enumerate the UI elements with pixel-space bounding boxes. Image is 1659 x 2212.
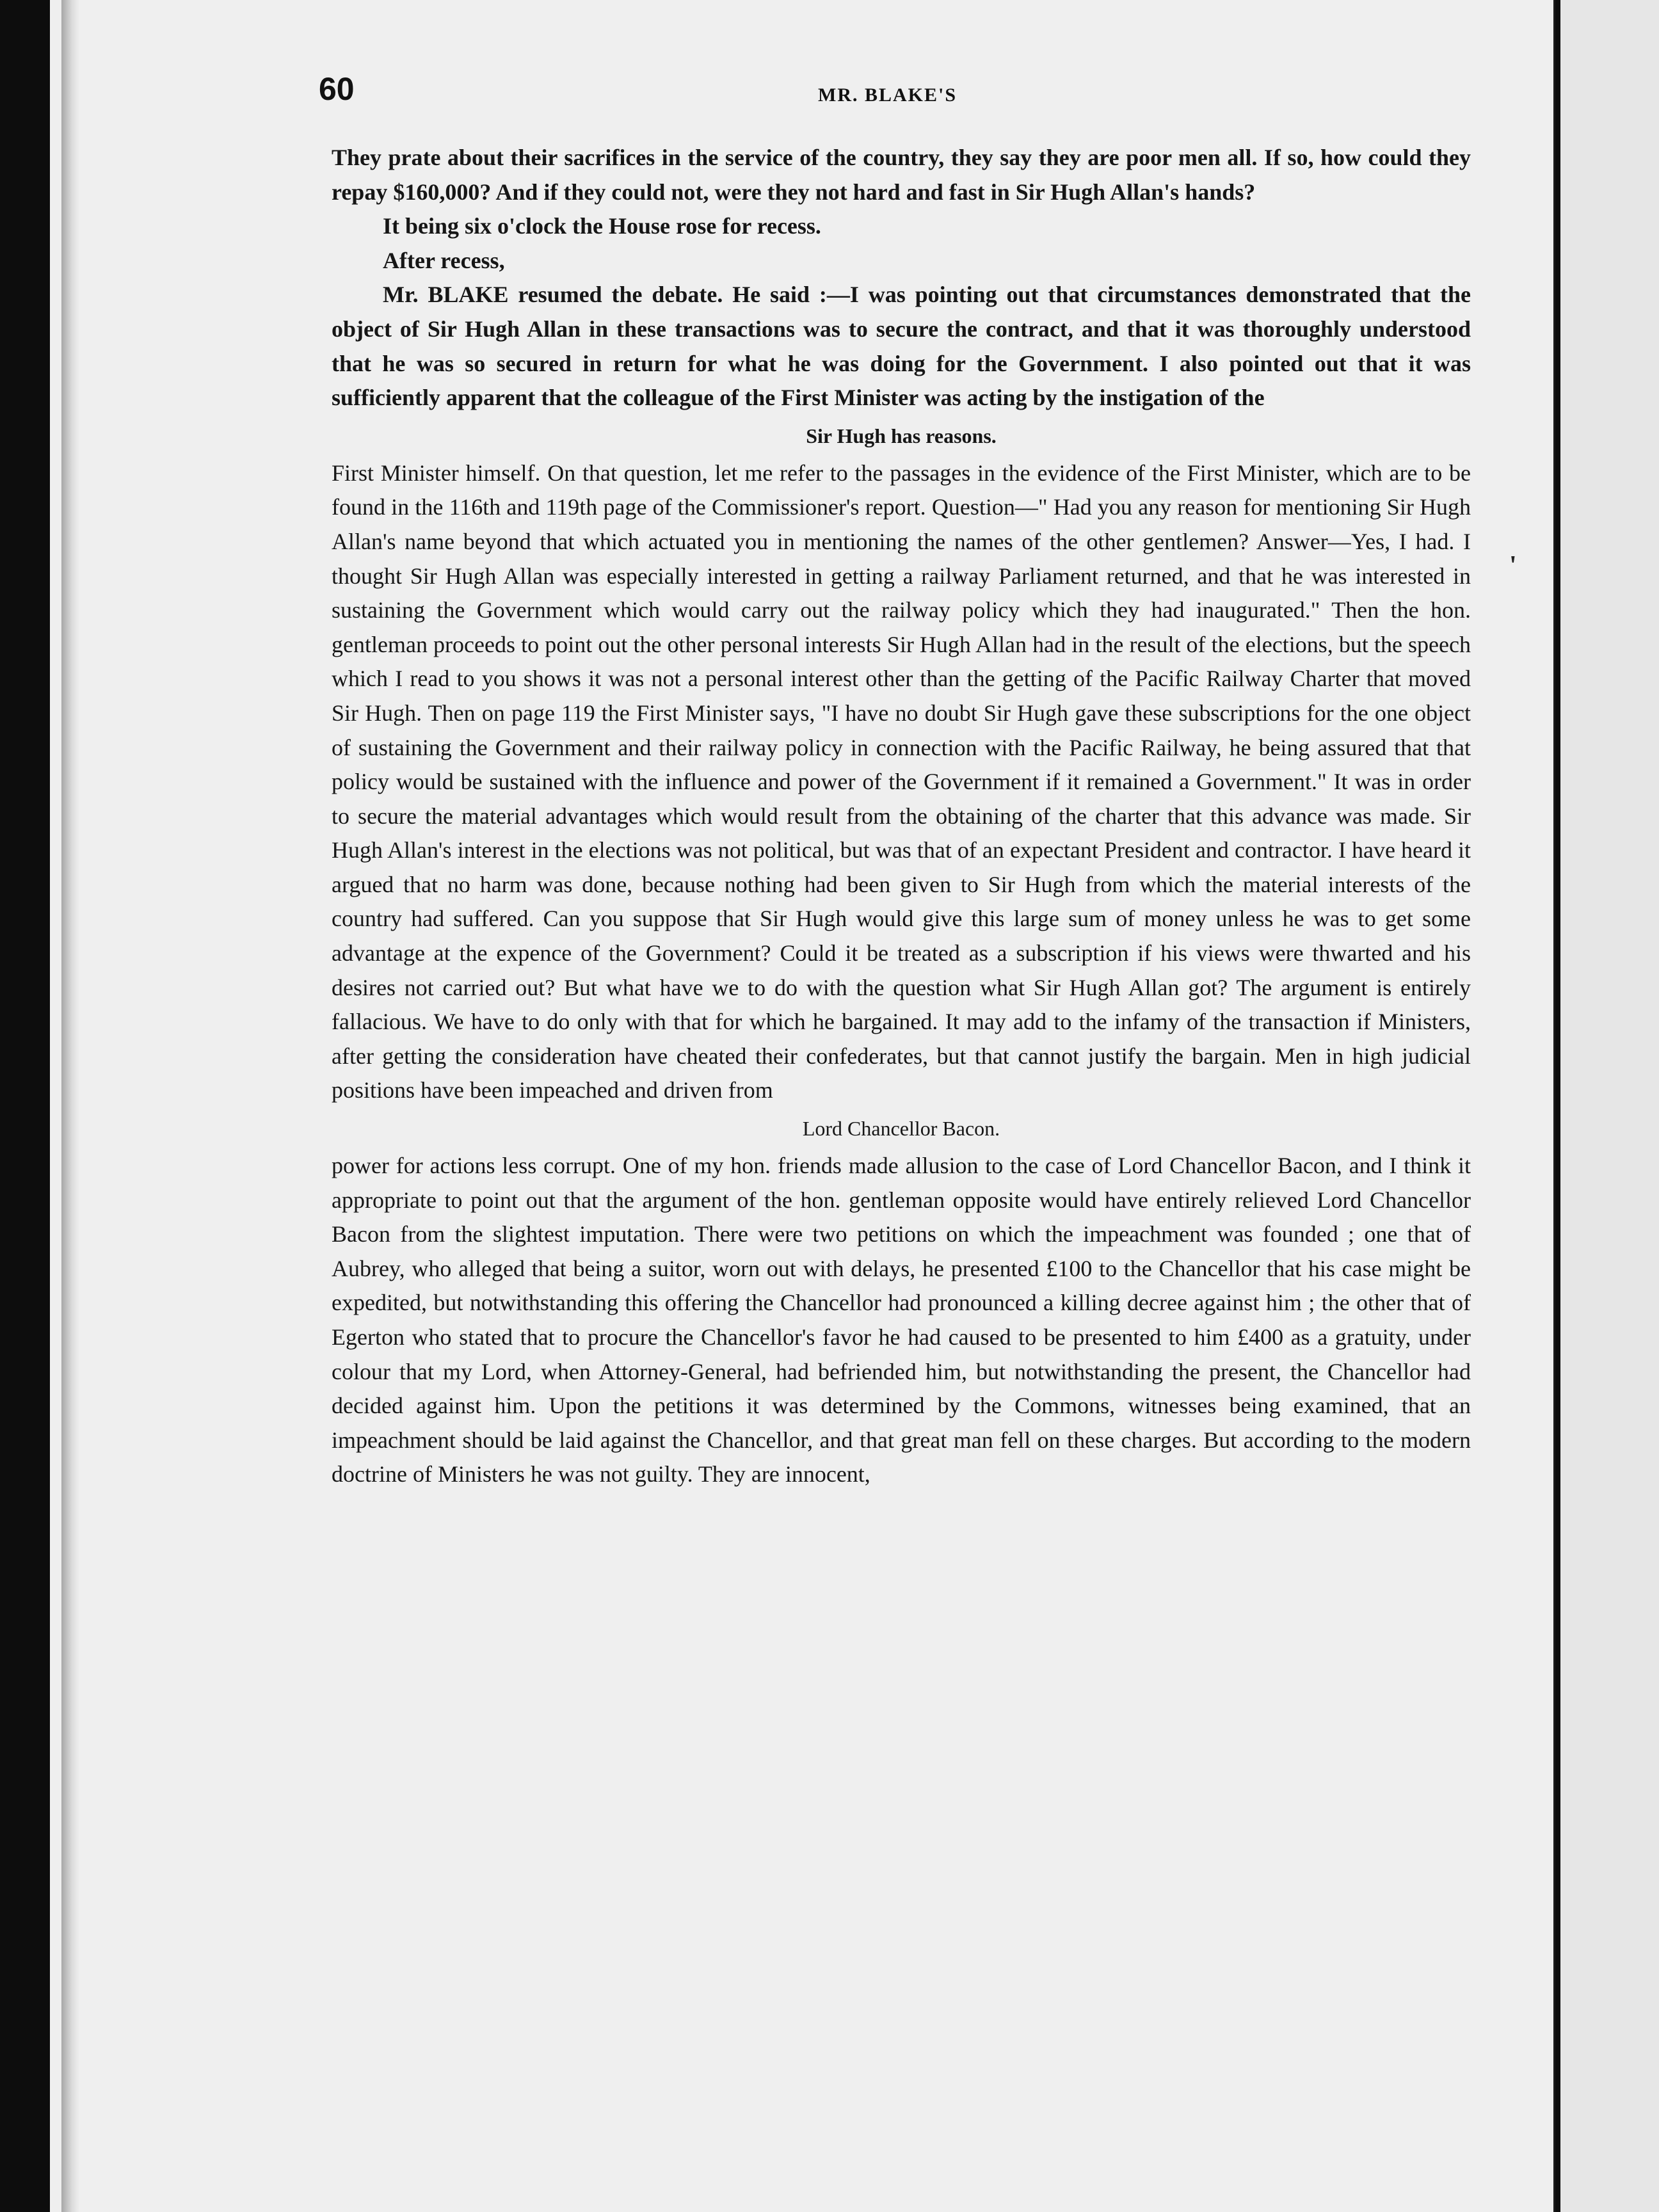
paragraph-sacrifices: They prate about their sacrifices in the service of the country, they say they are poor men all. If so, how could they repay $160,000? And if they could not, were they not hard and fast in Sir Hugh Allan's hands? [332,145,1471,205]
margin-mark: ' [1509,551,1517,581]
sidenote-lord-chancellor-bacon: Lord Chancellor Bacon. [802,1117,1000,1141]
sidenote-sir-hugh-reasons: Sir Hugh has reasons. [806,424,997,447]
book-page [50,0,1555,2212]
paragraph-recess: It being six o'clock the House rose for recess. [383,213,821,239]
page-spine-shadow [61,0,79,2212]
page-header [319,70,1484,109]
body-text [332,141,1471,1492]
paragraph-after-recess: After recess, [383,247,505,273]
running-head: MR. BLAKE'S [818,84,958,106]
facing-page-edge [1560,0,1659,2212]
paragraph-corrupt-actions: power for actions less corrupt. One of my hon. friends made allusion to the case of Lord Chancellor Bacon, and I think it appropriate to point out that the argument of the hon. gentleman opposite would have entirely relieved Lord Chancellor Bacon from the slightest imputation. There were two petitions on which the impeachment was founded ; one that of Aubrey, who alleged that being a suitor, worn out with delays, he presented £100 to the Chancellor that his case might be expedited, but notwithstanding this offering the Chancellor had pronounced a killing decree against him ; the other that of Egerton who stated that to procure the Chancellor's favor he had caused to be presented to him £400 as a gratuity, under colour that my Lord, when Attorney-General, had befriended him, but notwithstanding the present, the Chancellor had decided against him. Upon the petitions it was determined by the Commons, witnesses being examined, that an impeachment should be laid against the Chancellor, and that great man fell on these charges. But according to the modern doctrine of Ministers he was not guilty. They are innocent, [332,1153,1471,1487]
page-number: 60 [319,71,355,107]
page-edge-shadow [1553,0,1555,2212]
paragraph-blake-resumed: Mr. BLAKE resumed the debate. He said :—I was pointing out that circumstances demonstrated that the object of Sir Hugh Allan in these transactions was to secure the contract, and that it was thoroughly understood that he was so secured in return for what he was doing for the Government. I also pointed out that it was sufficiently apparent that the colleague of the First Minister was acting by the instigation of the [332,282,1471,411]
paragraph-first-minister: First Minister himself. On that question, let me refer to the passages in the evidence of the First Minister, which are to be found in the 116th and 119th page of the Commissioner's report. Question—" Had you any reason for mentioning Sir Hugh Allan's name beyond that which actuated you in mentioning the names of the other gentlemen? Answer—Yes, I had. I thought Sir Hugh Allan was especially interested in getting a railway Parliament returned, and that he was interested in sustaining the Government which would carry out the railway policy which they had inaugurated." Then the hon. gentleman proceeds to point out the other personal interests Sir Hugh Allan had in the result of the elections, but the speech which I read to you shows it was not a personal interest other than the getting of the Pacific Railway Charter that moved Sir Hugh. Then on page 119 the First Minister says, "I have no doubt Sir Hugh gave these subscriptions for the one object of sustaining the Government and their railway policy in connection with the Pacific Railway, he being assured that that policy would be sustained with the influence and power of the Government if it remained a Government." It was in order to secure the material advantages which would result from the obtaining of the charter that this advance was made. Sir Hugh Allan's interest in the elections was not political, but was that of an expectant President and contractor. I have heard it argued that no harm was done, because nothing had been given to Sir Hugh from which the material interests of the country had suffered. Can you suppose that Sir Hugh would give this large sum of money unless he was to get some advantage at the expence of the Government? Could it be treated as a subscription if his views were thwarted and his desires not carried out? But what have we to do with the question what Sir Hugh Allan got? The argument is entirely fallacious. We have to do only with that for which he bargained. It may add to the infamy of the transaction if Ministers, after getting the consideration have cheated their confederates, but that cannot justify the bargain. Men in high judicial positions have been impeached and driven from [332,460,1471,1103]
